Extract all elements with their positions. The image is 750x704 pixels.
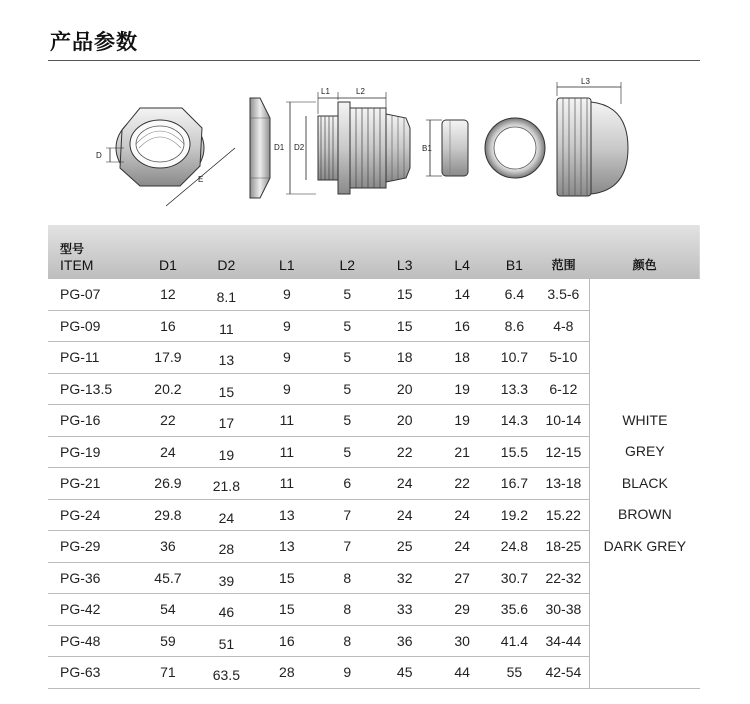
cell-b1: 6.4: [491, 279, 538, 310]
cell-l3: 36: [376, 625, 433, 657]
cell-d1: 22: [138, 405, 197, 437]
col-header-d2: D2: [217, 257, 236, 273]
cell-d1: 54: [138, 594, 197, 626]
cell-d1: 26.9: [138, 468, 197, 500]
cell-l2: 8: [319, 594, 376, 626]
cell-range: 13-18: [538, 468, 589, 500]
cell-item: PG-21: [48, 468, 138, 500]
cell-b1: 24.8: [491, 531, 538, 563]
cell-d1: 59: [138, 625, 197, 657]
cell-l3: 45: [376, 657, 433, 689]
cell-l3: 24: [376, 499, 433, 531]
cell-d1: 71: [138, 657, 197, 689]
spec-table-body: [48, 279, 700, 688]
cell-b1: 19.2: [491, 499, 538, 531]
cell-d2: [198, 373, 255, 405]
title-divider: [48, 60, 700, 61]
cell-l3: 20: [376, 405, 433, 437]
cap-side-drawing: [250, 98, 270, 198]
cell-l2: 5: [319, 405, 376, 437]
cell-d2: [198, 310, 255, 342]
cell-range: 3.5-6: [538, 279, 589, 310]
cell-l1: 9: [255, 342, 319, 374]
dim-label-l3: L3: [581, 78, 590, 86]
cell-d2-value: 28: [218, 541, 235, 558]
dim-label-d: D: [96, 151, 102, 160]
cell-l4: 19: [433, 373, 490, 405]
table-row: [48, 279, 700, 310]
col-header-l3: L3: [396, 257, 413, 273]
cell-l4: 27: [433, 562, 490, 594]
col-header-color: 颜色: [632, 258, 657, 272]
cell-d2: [198, 405, 255, 437]
col-header-item: [48, 225, 138, 279]
cell-l4: 19: [433, 405, 490, 437]
color-option: WHITE: [622, 411, 668, 428]
cell-d1: 36: [138, 531, 197, 563]
col-header-l4: L4: [454, 257, 470, 273]
cell-l2: 5: [319, 436, 376, 468]
cell-d2: [198, 531, 255, 563]
cell-d2: [198, 499, 255, 531]
cell-l1: 9: [255, 373, 319, 405]
dim-label-d2: D2: [294, 143, 305, 152]
cell-item: PG-36: [48, 562, 138, 594]
cell-l2: 8: [319, 625, 376, 657]
cell-l4: 30: [433, 625, 490, 657]
cell-item: PG-42: [48, 594, 138, 626]
col-header-item-cn: 型号: [60, 242, 85, 256]
cell-range: 5-10: [538, 342, 589, 374]
cell-l4: 29: [433, 594, 490, 626]
dim-label-l1: L1: [321, 87, 330, 96]
cell-l4: 24: [433, 531, 490, 563]
cell-b1: 14.3: [491, 405, 538, 437]
cell-b1: 16.7: [491, 468, 538, 500]
cell-d2-value: 19: [218, 446, 235, 463]
cell-d2: [198, 342, 255, 374]
cell-l1: 16: [255, 625, 319, 657]
cell-d2: [198, 468, 255, 500]
cell-l3: 18: [376, 342, 433, 374]
cell-range: 15.22: [538, 499, 589, 531]
cell-range: 42-54: [538, 657, 589, 689]
cell-d2-value: 8.1: [216, 289, 237, 306]
cell-colors: [589, 279, 700, 688]
cell-item: PG-07: [48, 279, 138, 310]
cell-d2-value: 39: [218, 572, 235, 589]
cell-d2: [198, 436, 255, 468]
col-header-l2: L2: [339, 257, 356, 273]
seal-ring-drawing: [485, 118, 545, 178]
cell-l3: 24: [376, 468, 433, 500]
cell-l1: 9: [255, 310, 319, 342]
cell-l2: 5: [319, 310, 376, 342]
color-option: DARK GREY: [603, 537, 687, 554]
cell-item: PG-63: [48, 657, 138, 689]
locknut-drawing: [96, 108, 235, 206]
cell-item: PG-11: [48, 342, 138, 374]
cell-b1: 13.3: [491, 373, 538, 405]
cell-l1: 11: [255, 436, 319, 468]
color-option: GREY: [625, 443, 665, 459]
cell-l2: 9: [319, 657, 376, 689]
cell-range: 10-14: [538, 405, 589, 437]
cell-range: 30-38: [538, 594, 589, 626]
section-title: 产品参数: [50, 30, 138, 54]
cell-range: 18-25: [538, 531, 589, 563]
cell-d2-value: 63.5: [212, 667, 240, 684]
cell-l3: 20: [376, 373, 433, 405]
col-header-item-en: ITEM: [60, 257, 94, 273]
gland-body-drawing: [274, 87, 410, 194]
cell-l3: 33: [376, 594, 433, 626]
cell-l4: 14: [433, 279, 490, 310]
dim-label-l2: L2: [356, 87, 365, 96]
cell-l3: 15: [376, 279, 433, 310]
cell-item: PG-09: [48, 310, 138, 342]
assembled-gland-drawing: [557, 78, 628, 196]
cell-d1: 29.8: [138, 499, 197, 531]
cell-item: PG-48: [48, 625, 138, 657]
cell-d2-value: 11: [219, 320, 234, 337]
cell-d2-value: 24: [218, 509, 235, 526]
cell-l1: 13: [255, 499, 319, 531]
color-option: BROWN: [618, 506, 672, 522]
cell-b1: 55: [491, 657, 538, 689]
cell-item: PG-16: [48, 405, 138, 437]
cell-d1: 16: [138, 310, 197, 342]
cell-d2: [198, 594, 255, 626]
cell-item: PG-29: [48, 531, 138, 563]
cell-l4: 18: [433, 342, 490, 374]
cell-d1: 24: [138, 436, 197, 468]
cell-l2: 8: [319, 562, 376, 594]
table-header-row: [48, 225, 700, 279]
cell-l1: 9: [255, 279, 319, 310]
cell-b1: 15.5: [491, 436, 538, 468]
cell-item: PG-24: [48, 499, 138, 531]
cell-l2: 7: [319, 499, 376, 531]
cell-l2: 7: [319, 531, 376, 563]
cell-l4: 22: [433, 468, 490, 500]
cell-l1: 15: [255, 562, 319, 594]
cell-l4: 21: [433, 436, 490, 468]
spec-table: [48, 225, 700, 689]
cell-item: PG-13.5: [48, 373, 138, 405]
cell-d2-value: 21.8: [212, 478, 240, 495]
cell-d2: [198, 562, 255, 594]
cell-d2-value: 46: [218, 604, 235, 621]
col-header-l1: L1: [279, 257, 295, 273]
cell-d2: [198, 279, 255, 310]
cell-item: PG-19: [48, 436, 138, 468]
cell-b1: 35.6: [491, 594, 538, 626]
cell-d2-value: 51: [218, 635, 235, 652]
cell-l3: 22: [376, 436, 433, 468]
col-header-d1: D1: [158, 257, 177, 273]
cell-range: 12-15: [538, 436, 589, 468]
col-header-b1: B1: [505, 257, 523, 273]
cell-b1: 30.7: [491, 562, 538, 594]
cell-d2-value: 17: [218, 415, 235, 432]
cell-d2: [198, 625, 255, 657]
dim-label-b1: B1: [422, 144, 432, 153]
cell-l4: 24: [433, 499, 490, 531]
cell-l2: 5: [319, 342, 376, 374]
cell-l3: 15: [376, 310, 433, 342]
cell-d1: 45.7: [138, 562, 197, 594]
cell-d1: 12: [138, 279, 197, 310]
cable-gland-diagram: [60, 78, 710, 218]
cell-range: 6-12: [538, 373, 589, 405]
cell-l1: 28: [255, 657, 319, 689]
cell-l1: 11: [255, 405, 319, 437]
cell-l2: 5: [319, 373, 376, 405]
col-header-range: 范围: [551, 258, 576, 272]
cell-d2-value: 15: [218, 383, 235, 400]
cell-l4: 16: [433, 310, 490, 342]
dim-label-e: E: [198, 175, 204, 184]
cell-l2: 6: [319, 468, 376, 500]
cell-b1: 10.7: [491, 342, 538, 374]
cell-b1: 41.4: [491, 625, 538, 657]
cell-b1: 8.6: [491, 310, 538, 342]
dim-label-d1: D1: [274, 143, 285, 152]
cell-l1: 15: [255, 594, 319, 626]
cell-range: 34-44: [538, 625, 589, 657]
cell-l4: 44: [433, 657, 490, 689]
cell-l1: 11: [255, 468, 319, 500]
cell-range: 22-32: [538, 562, 589, 594]
cell-l2: 5: [319, 279, 376, 310]
seal-insert-drawing: [422, 120, 468, 176]
cell-range: 4-8: [538, 310, 589, 342]
cell-d1: 17.9: [138, 342, 197, 374]
cell-l1: 13: [255, 531, 319, 563]
cell-l3: 25: [376, 531, 433, 563]
cell-d2: [198, 657, 255, 689]
color-option: BLACK: [621, 474, 668, 491]
cell-d2-value: 13: [218, 352, 235, 369]
cell-l3: 32: [376, 562, 433, 594]
cell-d1: 20.2: [138, 373, 197, 405]
